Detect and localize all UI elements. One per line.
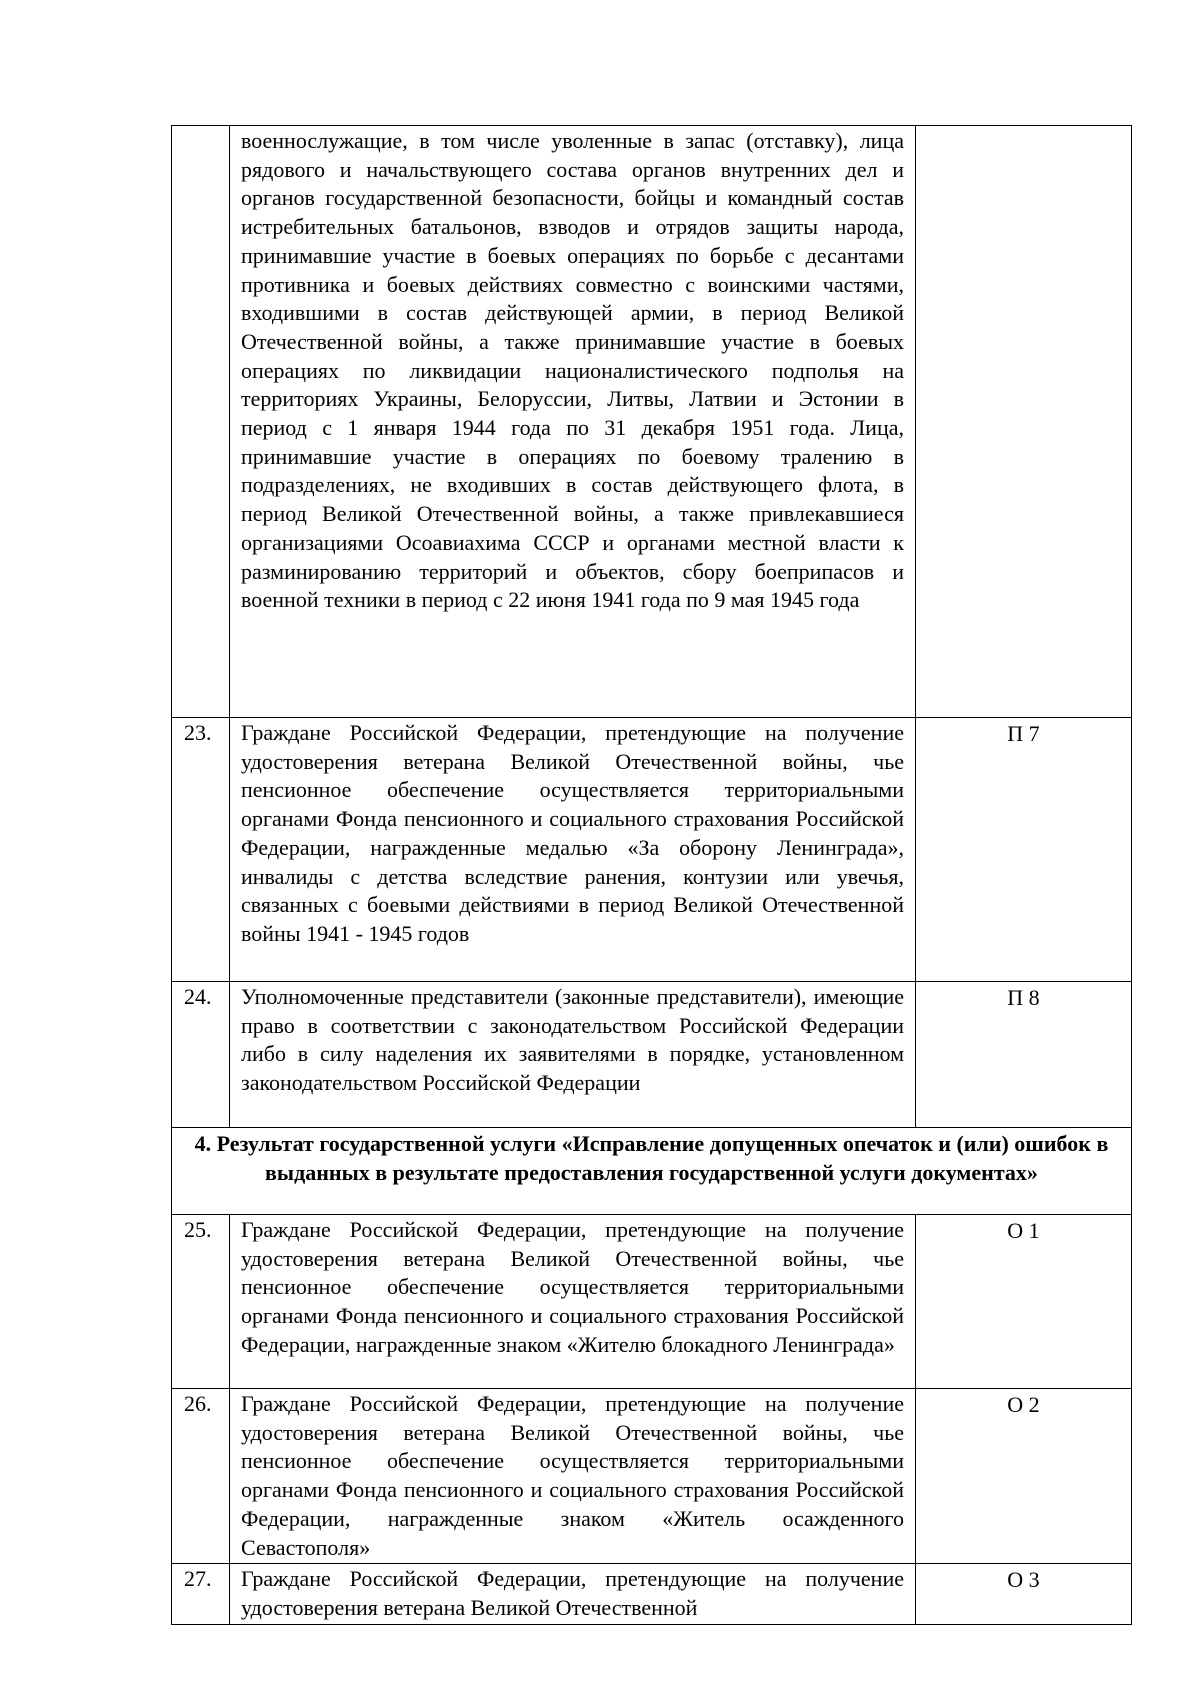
row-code: П 8 bbox=[916, 982, 1132, 1128]
row-number: 26. bbox=[172, 1389, 230, 1564]
table-row bbox=[172, 982, 1132, 1128]
row-code: О 1 bbox=[916, 1215, 1132, 1389]
row-code: О 3 bbox=[916, 1564, 1132, 1624]
row-number: 27. bbox=[172, 1564, 230, 1624]
row-number bbox=[172, 126, 230, 718]
row-description: Граждане Российской Федерации, претендующие на получение удостоверения ветерана Великой Отечественной войны, чье пенсионное обеспечение осуществляется территориальными органами Фонда пенсионного и социального страхования Российской Федерации, награжденные медалью «За оборону Ленинграда», инвалиды с детства вследствие ранения, контузии или увечья, связанных с боевыми действиями в период Великой Отечественной войны 1941 - 1945 годов bbox=[230, 718, 916, 982]
row-code: О 2 bbox=[916, 1389, 1132, 1564]
section-heading-row bbox=[172, 1128, 1132, 1215]
table-row bbox=[172, 1389, 1132, 1564]
table-row bbox=[172, 718, 1132, 982]
row-description: военнослужащие, в том числе уволенные в запас (отставку), лица рядового и начальствующего состава органов внутренних дел и органов государственной безопасности, бойцы и командный состав истребительных батальонов, взводов и отрядов защиты народа, принимавшие участие в боевых операциях по борьбе с десантами противника и боевых действиях совместно с воинскими частями, входившими в состав действующей армии, в период Великой Отечественной войны, а также принимавшие участие в боевых операциях по ликвидации националистического подполья на территориях Украины, Белоруссии, Литвы, Латвии и Эстонии в период с 1 января 1944 года по 31 декабря 1951 года. Лица, принимавшие участие в операциях по боевому тралению в подразделениях, не входивших в состав действующего флота, в период Великой Отечественной войны, а также привлекавшиеся организациями Осоавиахима СССР и органами местной власти к разминированию территорий и объектов, сбору боеприпасов и военной техники в период с 22 июня 1941 года по 9 мая 1945 года bbox=[230, 126, 916, 718]
row-description: Граждане Российской Федерации, претендующие на получение удостоверения ветерана Великой Отечественной войны, чье пенсионное обеспечение осуществляется территориальными органами Фонда пенсионного и социального страхования Российской Федерации, награжденные знаком «Житель осажденного Севастополя» bbox=[230, 1389, 916, 1564]
row-description: Граждане Российской Федерации, претендующие на получение удостоверения ветерана Великой Отечественной войны, чье пенсионное обеспечение осуществляется территориальными органами Фонда пенсионного и социального страхования Российской Федерации, награжденные знаком «Жителю блокадного Ленинграда» bbox=[230, 1215, 916, 1389]
row-code bbox=[916, 126, 1132, 718]
table-row bbox=[172, 126, 1132, 718]
applicant-categories-table bbox=[171, 125, 1132, 1625]
table-row bbox=[172, 1564, 1132, 1624]
table-row bbox=[172, 1215, 1132, 1389]
section-heading: 4. Результат государственной услуги «Исправление допущенных опечаток и (или) ошибок в выданных в результате предоставления государственной услуги документах» bbox=[172, 1128, 1132, 1215]
row-number: 25. bbox=[172, 1215, 230, 1389]
row-number: 24. bbox=[172, 982, 230, 1128]
document-page bbox=[171, 125, 1131, 1625]
row-description: Граждане Российской Федерации, претендующие на получение удостоверения ветерана Великой Отечественной bbox=[230, 1564, 916, 1624]
row-number: 23. bbox=[172, 718, 230, 982]
row-code: П 7 bbox=[916, 718, 1132, 982]
row-description: Уполномоченные представители (законные представители), имеющие право в соответствии с законодательством Российской Федерации либо в силу наделения их заявителями в порядке, установленном законодательством Российской Федерации bbox=[230, 982, 916, 1128]
